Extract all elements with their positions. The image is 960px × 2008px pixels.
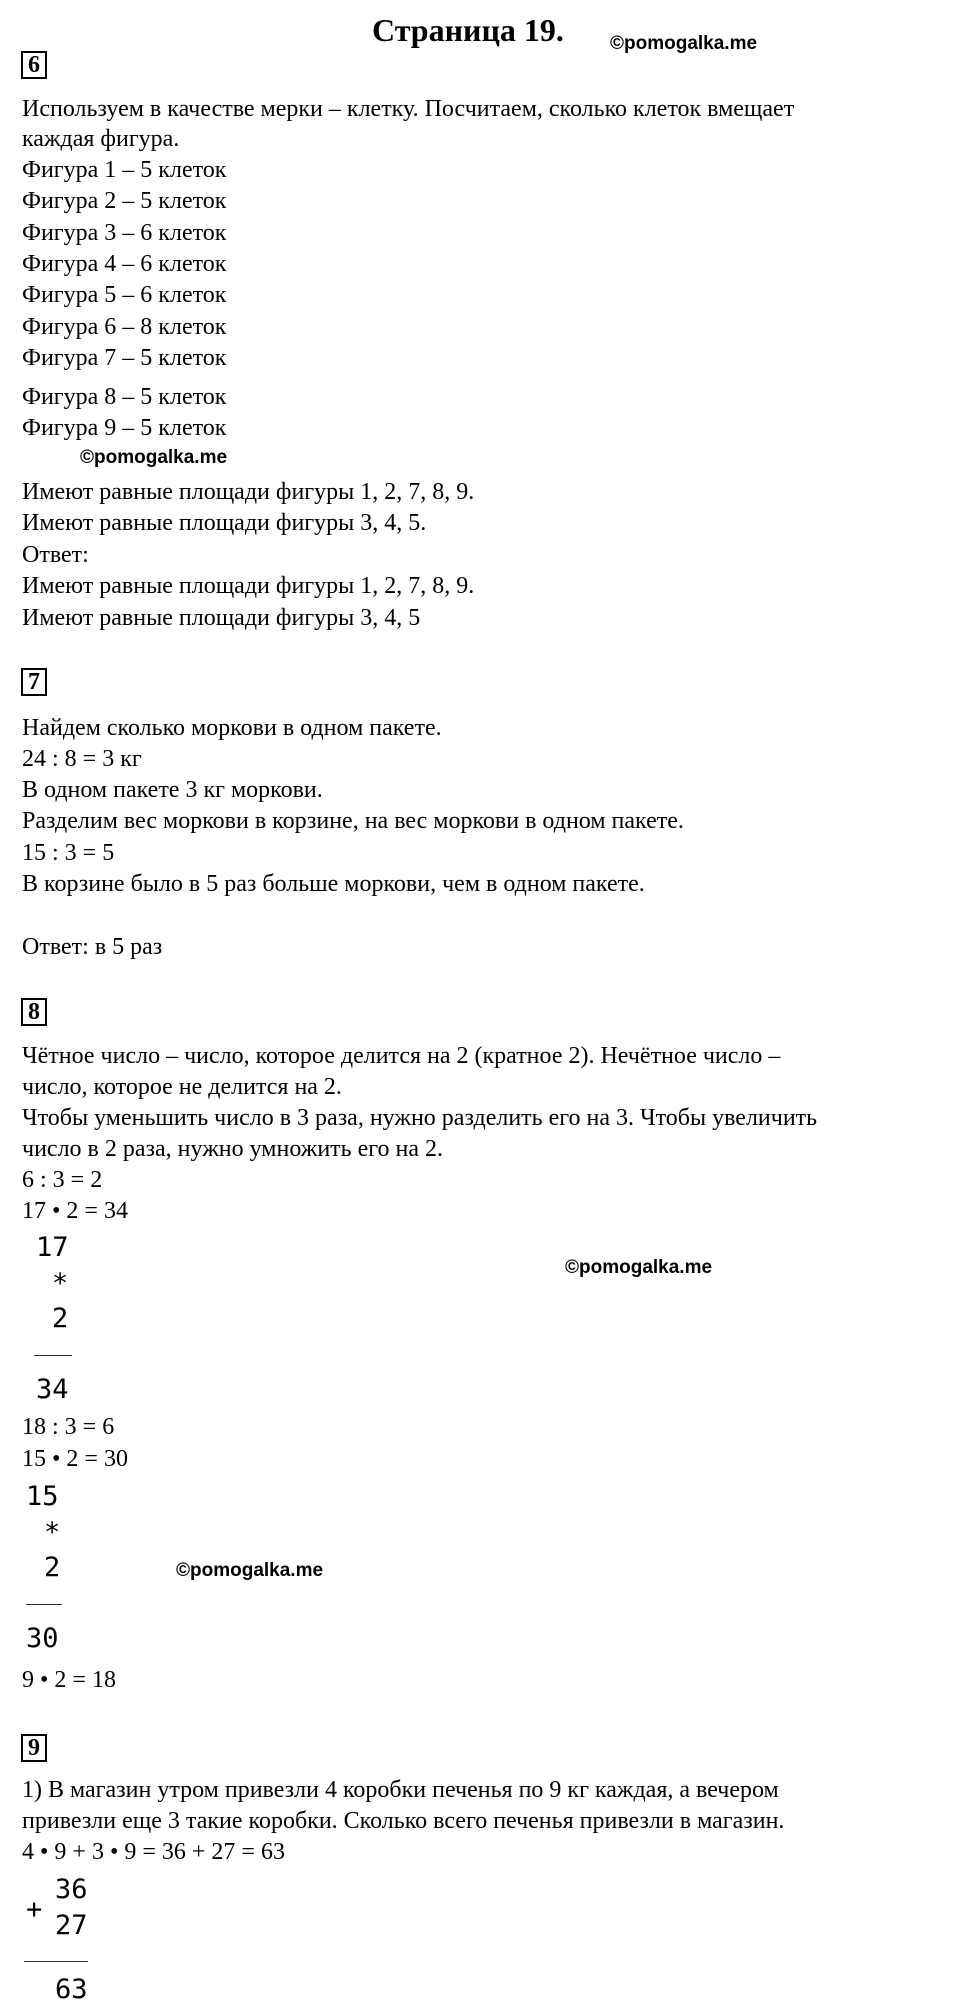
task-8-line: Чётное число – число, которое делится на 2 (кратное 2). Нечётное число – <box>22 1043 781 1069</box>
task-9-line: 4 • 9 + 3 • 9 = 36 + 27 = 63 <box>22 1839 285 1865</box>
task-6-line: Фигура 9 – 5 клеток <box>22 415 227 441</box>
task-9-line: 1) В магазин утром привезли 4 коробки печенья по 9 кг каждая, а вечером <box>22 1777 779 1803</box>
column-3-result: 63 <box>55 1974 88 2005</box>
task-7-line: Найдем сколько моркови в одном пакете. <box>22 715 442 741</box>
task-6-line: Фигура 6 – 8 клеток <box>22 314 227 340</box>
column-2-bottom: 2 <box>44 1552 61 1583</box>
task-9-line: привезли еще 3 такие коробки. Сколько всего печенья привезли в магазин. <box>22 1808 785 1834</box>
task-6-number: 6 <box>21 51 47 79</box>
column-2-op: * <box>44 1517 61 1548</box>
task-6-line: Имеют равные площади фигуры 1, 2, 7, 8, 9. <box>22 573 475 599</box>
column-2-top: 15 <box>26 1481 59 1512</box>
task-6-line: Имеют равные площади фигуры 3, 4, 5 <box>22 605 421 631</box>
task-8-line: 6 : 3 = 2 <box>22 1167 103 1193</box>
task-7-line: В одном пакете 3 кг моркови. <box>22 777 323 803</box>
task-6-line: Фигура 1 – 5 клеток <box>22 157 227 183</box>
task-8-line: Чтобы уменьшить число в 3 раза, нужно разделить его на 3. Чтобы увеличить <box>22 1105 818 1131</box>
watermark-task-6: ©pomogalka.me <box>80 447 228 468</box>
task-6-line: Фигура 2 – 5 клеток <box>22 188 227 214</box>
task-6-line: Фигура 4 – 6 клеток <box>22 251 227 277</box>
column-1-op: * <box>52 1268 69 1299</box>
task-7-answer: Ответ: в 5 раз <box>22 934 163 960</box>
page-title: Страница 19. <box>372 12 564 48</box>
task-6-line: Имеют равные площади фигуры 1, 2, 7, 8, 9. <box>22 479 475 505</box>
column-3-top: 36 <box>55 1874 88 1905</box>
task-7-line: 24 : 8 = 3 кг <box>22 746 142 772</box>
column-3-op: + <box>26 1894 43 1925</box>
task-8-line: 15 • 2 = 30 <box>22 1446 128 1472</box>
column-2-rule <box>26 1604 62 1605</box>
task-7-line: Разделим вес моркови в корзине, на вес моркови в одном пакете. <box>22 808 684 834</box>
column-3-rule <box>24 1961 88 1962</box>
task-7-number: 7 <box>21 668 47 696</box>
task-6-line: Фигура 8 – 5 клеток <box>22 384 227 410</box>
task-8-line: 18 : 3 = 6 <box>22 1414 115 1440</box>
task-6-line: Фигура 7 – 5 клеток <box>22 345 227 371</box>
task-8-line: число в 2 раза, нужно умножить его на 2. <box>22 1136 443 1162</box>
task-6-line: Фигура 5 – 6 клеток <box>22 282 227 308</box>
column-2-result: 30 <box>26 1623 59 1654</box>
watermark-task-8b: ©pomogalka.me <box>176 1560 324 1581</box>
task-7-line: 15 : 3 = 5 <box>22 840 115 866</box>
watermark-task-8: ©pomogalka.me <box>565 1257 713 1278</box>
task-7-line: В корзине было в 5 раз больше моркови, чем в одном пакете. <box>22 871 645 897</box>
column-1-top: 17 <box>36 1232 69 1263</box>
column-1-result: 34 <box>36 1374 69 1405</box>
task-8-number: 8 <box>21 998 47 1026</box>
task-6-line: Используем в качестве мерки – клетку. Посчитаем, сколько клеток вмещает <box>22 96 795 122</box>
column-3-bottom: 27 <box>55 1910 88 1941</box>
task-6-line: Имеют равные площади фигуры 3, 4, 5. <box>22 510 427 536</box>
watermark-top: ©pomogalka.me <box>610 33 758 54</box>
task-9-number: 9 <box>21 1734 47 1762</box>
task-6-line: каждая фигура. <box>22 126 180 152</box>
task-6-line: Ответ: <box>22 542 89 568</box>
column-1-rule <box>34 1355 72 1356</box>
task-6-line: Фигура 3 – 6 клеток <box>22 220 227 246</box>
column-1-bottom: 2 <box>52 1303 69 1334</box>
task-8-line: число, которое не делится на 2. <box>22 1074 342 1100</box>
task-8-line: 17 • 2 = 34 <box>22 1198 128 1224</box>
task-8-line: 9 • 2 = 18 <box>22 1667 116 1693</box>
